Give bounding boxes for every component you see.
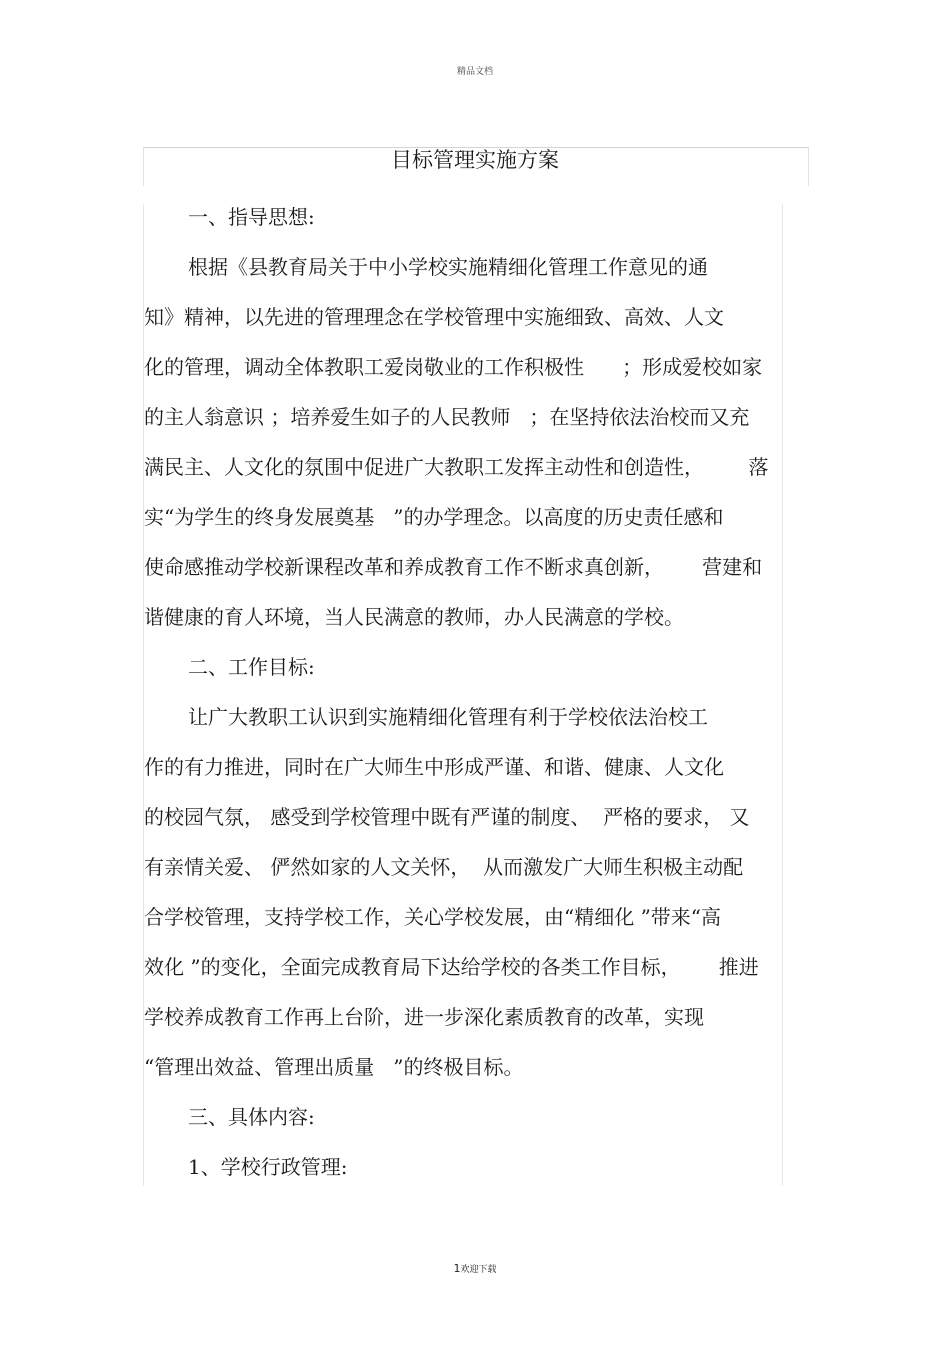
paragraph-line: 根据《县教育局关于中小学校实施精细化管理工作意见的通 (188, 255, 708, 279)
subsection-heading: 1、学校行政管理: (188, 1155, 348, 1179)
header-watermark: 精品文档 (456, 67, 493, 77)
paragraph-line: 实“为学生的终身发展奠基 ”的办学理念。以高度的历史责任感和 (144, 505, 724, 529)
paragraph-line: 的校园气氛， 感受到学校管理中既有严谨的制度、 严格的要求， 又 (144, 805, 750, 829)
paragraph-line: 让广大教职工认识到实施精细化管理有利于学校依法治校工 (188, 705, 708, 729)
document-title: 目标管理实施方案 (391, 148, 559, 172)
paragraph-line: 合学校管理，支持学校工作，关心学校发展，由“精细化 ”带来“高 (144, 905, 722, 929)
paragraph-line: 谐健康的育人环境，当人民满意的教师，办人民满意的学校。 (144, 605, 684, 629)
paragraph-line: 有亲情关爱、 俨然如家的人文关怀， 从而激发广大师生积极主动配 (144, 855, 744, 879)
footer-watermark: 欢迎下载 (460, 1265, 497, 1275)
paragraph-line: 的主人翁意识 ；培养爱生如子的人民教师 ；在坚持依法治校而又充 (144, 405, 750, 429)
page-number: 1 (453, 1262, 461, 1275)
paragraph-line: 效化 ”的变化，全面完成教育局下达给学校的各类工作目标， 推进 (144, 955, 759, 979)
paragraph-line: 化的管理，调动全体教职工爱岗敬业的工作积极性 ；形成爱校如家 (144, 355, 763, 379)
page-footer (0, 1262, 950, 1275)
paragraph-line: 作的有力推进，同时在广大师生中形成严谨、和谐、健康、人文化 (144, 755, 724, 779)
paragraph-line: “管理出效益、管理出质量 ”的终极目标。 (144, 1055, 524, 1079)
section-heading: 三、具体内容: (188, 1105, 315, 1129)
paragraph-line: 知》精神，以先进的管理理念在学校管理中实施细致、高效、人文 (144, 305, 724, 329)
paragraph-line: 满民主、人文化的氛围中促进广大教职工发挥主动性和创造性， 落 (144, 455, 769, 479)
paragraph-line: 学校养成教育工作再上台阶，进一步深化素质教育的改革，实现 (144, 1005, 704, 1029)
section-heading: 一、指导思想: (188, 205, 315, 229)
paragraph-line: 使命感推动学校新课程改革和养成教育工作不断求真创新， 营建和 (144, 555, 763, 579)
section-heading: 二、工作目标: (188, 655, 315, 679)
body-frame (143, 204, 783, 1186)
